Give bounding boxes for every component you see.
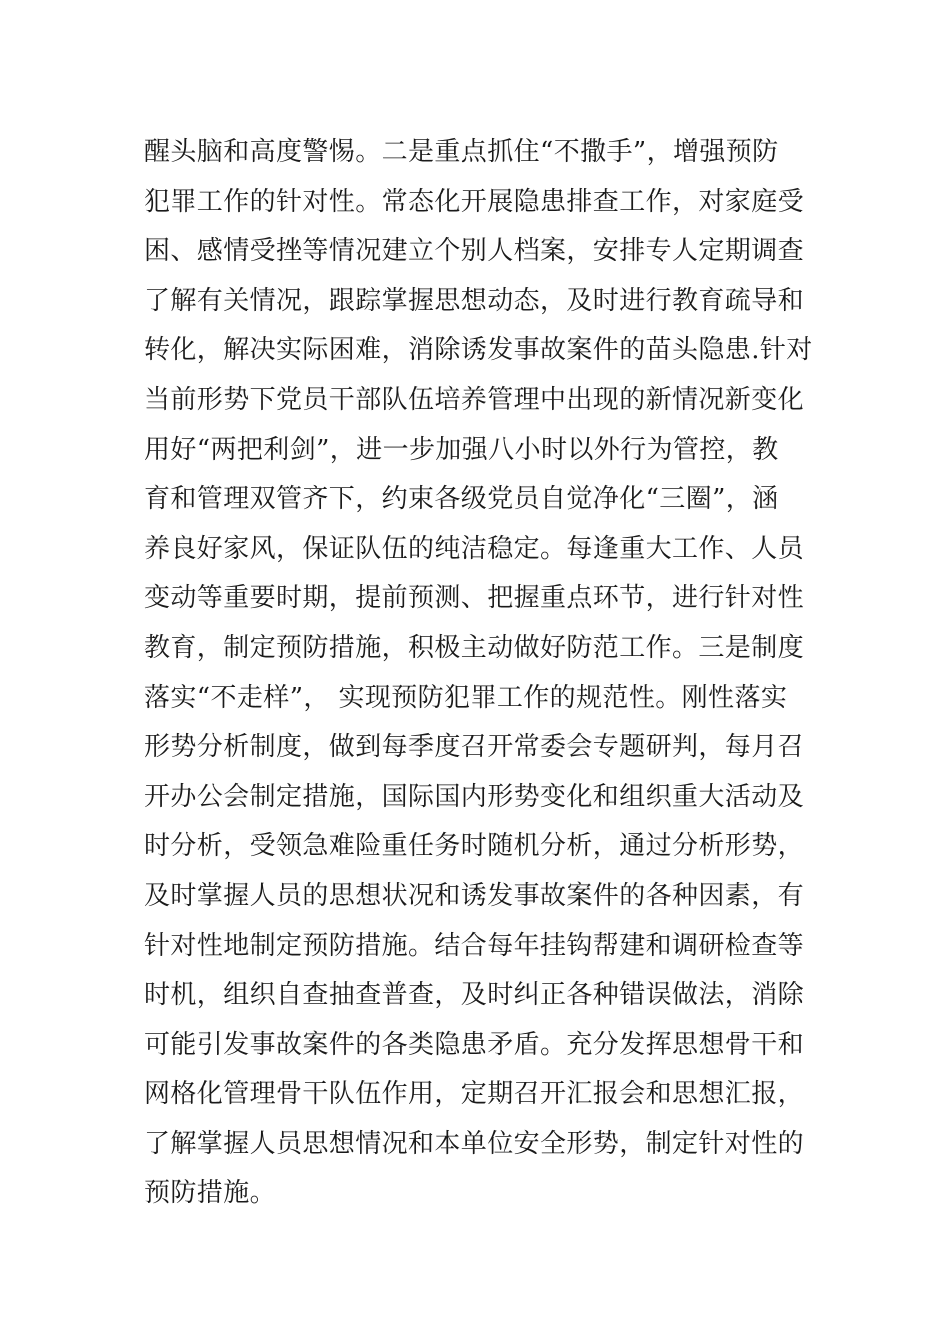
text-line: 形势分析制度，做到每季度召开常委会专题研判，每月召 xyxy=(144,732,805,763)
text-line: 养良好家风，保证队伍的纯洁稳定。每逢重大工作、人员 xyxy=(144,533,805,564)
text-line: 可能引发事故案件的各类隐患矛盾。充分发挥思想骨干和 xyxy=(144,1029,805,1060)
body-paragraph xyxy=(144,128,814,1219)
text-line: 教育，制定预防措施，积极主动做好防范工作。三是制度 xyxy=(144,632,805,663)
text-line: 困、感情受挫等情况建立个别人档案，安排专人定期调查 xyxy=(144,236,805,267)
text-line: 针对性地制定预防措施。结合每年挂钩帮建和调研检查等 xyxy=(144,930,805,961)
text-line: 用好“两把利剑”，进一步加强八小时以外行为管控，教 xyxy=(144,434,779,465)
text-line: 预防措施。 xyxy=(144,1178,277,1209)
text-line: 开办公会制定措施，国际国内形势变化和组织重大活动及 xyxy=(144,781,805,812)
text-line: 落实“不走样”， 实现预防犯罪工作的规范性。刚性落实 xyxy=(144,682,788,713)
text-line: 转化，解决实际困难，消除诱发事故案件的苗头隐患.针对 xyxy=(144,335,813,366)
text-line: 及时掌握人员的思想状况和诱发事故案件的各种因素，有 xyxy=(144,880,805,911)
text-line: 了解掌握人员思想情况和本单位安全形势，制定针对性的 xyxy=(144,1128,805,1159)
text-line: 网格化管理骨干队伍作用，定期召开汇报会和思想汇报， xyxy=(144,1079,805,1110)
text-line: 了解有关情况，跟踪掌握思想动态，及时进行教育疏导和 xyxy=(144,285,805,316)
text-line: 变动等重要时期，提前预测、把握重点环节，进行针对性 xyxy=(144,583,805,614)
text-line: 时机，组织自查抽查普查，及时纠正各种错误做法，消除 xyxy=(144,980,805,1011)
text-line: 时分析，受领急难险重任务时随机分析，通过分析形势， xyxy=(144,831,805,862)
text-line: 犯罪工作的针对性。常态化开展隐患排查工作，对家庭受 xyxy=(144,186,805,217)
text-line: 当前形势下党员干部队伍培养管理中出现的新情况新变化 xyxy=(144,384,805,415)
text-line: 育和管理双管齐下，约束各级党员自觉净化“三圈”，涵 xyxy=(144,484,779,515)
text-line: 醒头脑和高度警惕。二是重点抓住“不撒手”，增强预防 xyxy=(144,137,779,167)
